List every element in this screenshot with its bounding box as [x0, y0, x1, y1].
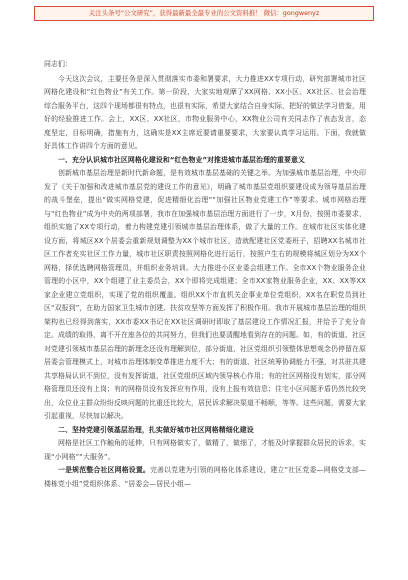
- item-1-lead: 一是规范整合社区网格设置。: [58, 466, 151, 474]
- salutation: 同志们：: [44, 60, 72, 68]
- section-2-item-1: [44, 464, 366, 491]
- section-2-paragraph: 网格是社区工作触角的延伸，只有网格做实了，做精了，做细了，才能及时掌握群众居民的诉求，实现“小网格”“大服务”。: [44, 439, 366, 461]
- document-body: [44, 58, 366, 491]
- section-heading-2: 二、坚持党建引领基层治理，扎实做好城市社区网格精细化建设: [58, 425, 254, 434]
- item-1-text: 完善以党建为引领的网格化体系建设，建立“社区党委—网格党支部—楼栋党小组”党组织体系、“居委会—居民小组—: [44, 466, 366, 488]
- intro-paragraph: 今天这次会议，主要任务是深入贯彻落实市委和署要求，大力推进XX专项行动，研究部署城市社区网格化建设和“红色物业”有关工作。第一阶段，大家实地观摩了XX网格、XX小区、XX社区、社会治理综合服务平台，这四个现场都很有特点，也很有实际，希望大家结合自身实际，把好的做法学习借鉴，用好的经验推进工作。会上，XX区、XX社区，市物业服务中心，XX物业公司有关同志作了表态发言，态度坚定，目标明确，措施有力，这确实是XX主席近要请重要要求，大家要认真学习运用。下面，我就做好具体工作讲四个方面的意见。: [44, 74, 366, 150]
- section-1-paragraph: 创新城市基层治理是新时代新命题，是有效城市基层基础的关键之举。为加强城市基层治理，中央印发了《关于加强和改进城市基层党的建设工作的意见》，明确了城市基层党组织要建设成为领导基层治理的战斗堡垒，提出“做实网格党建，促进精细化治理”“加强社区物业党建工作”等要求。城市网格治理与“红色物业”成为中央的两项部署，我市在加强城市基层治理方面进行了一步，X月份，按照市委要求，组织实施了XX专项行动，着力构建党建引领城市基层治理体系，做了大量的工作。在城市社区实体化建设方面，将城区XX个居委会重新规划调整为XX个城市社区，造就配建社区党委班子，招聘XX名城市社区工作者充实社区工作力量，城市社区职责按照网格化进行运行，按照户生右的规模将城区划分为XX个网格，择优选聘网格管理员，并组织业务培训。大力推进小区业委会组建工作。全市XX个物业服务企业管理的小区中，XX个组建了业主委员会，XX个即将完成组建；全市XX家物业服务企业，XX、XX等XX家企业建立党组织，实现了党的组织覆盖。组织XX个市直机关企事业单位党组织，XX名在职党员到社区“双报到”，在助力国家卫生城市创建、扶贫攻坚等方面发挥了积极作用。我市开展城市基层治理的组织架构也已经得到落实，XX市委XX书记在XX社区调研时即取了基层建设工作情况汇报，并给予了充分肯定。成绩的取得，离不开在座各位的共同努力，但我们也要清醒地看到存在的问题。如，有的街道、社区对党建引领城市基层治理的新理念还没有理解到位，部分街道、社区党组织引领整体思想观念仍停留在原居委会管理模式上，对城市治理体制变革推进力度不大；有的街道、社区统筹协调能力不强，对共驻共建共享格局认识不到位，没有发挥街道、社区党组织区域内领导核心作用；有的社区网格没有划实，部分网格管理员还没有上岗；有的网格员没有发挥应有作用，没有上报有效信息；住宅小区问题矛盾仍然比较突出，众位业主群众纷纷反映问题的比重还比较大，居民诉求解决渠道不畅顺，等等。这些问题，需要大家引起重视，尽快加以解决。: [44, 169, 366, 420]
- top-banner: 关注头条号“公文研究”，获得最新最全最专业的公文资料推！ 微信：gongwenyz: [34, 6, 374, 21]
- section-heading-1: 一、充分认识城市社区网格化建设和“红色物业”对推进城市基层治理的重要意义: [58, 155, 305, 164]
